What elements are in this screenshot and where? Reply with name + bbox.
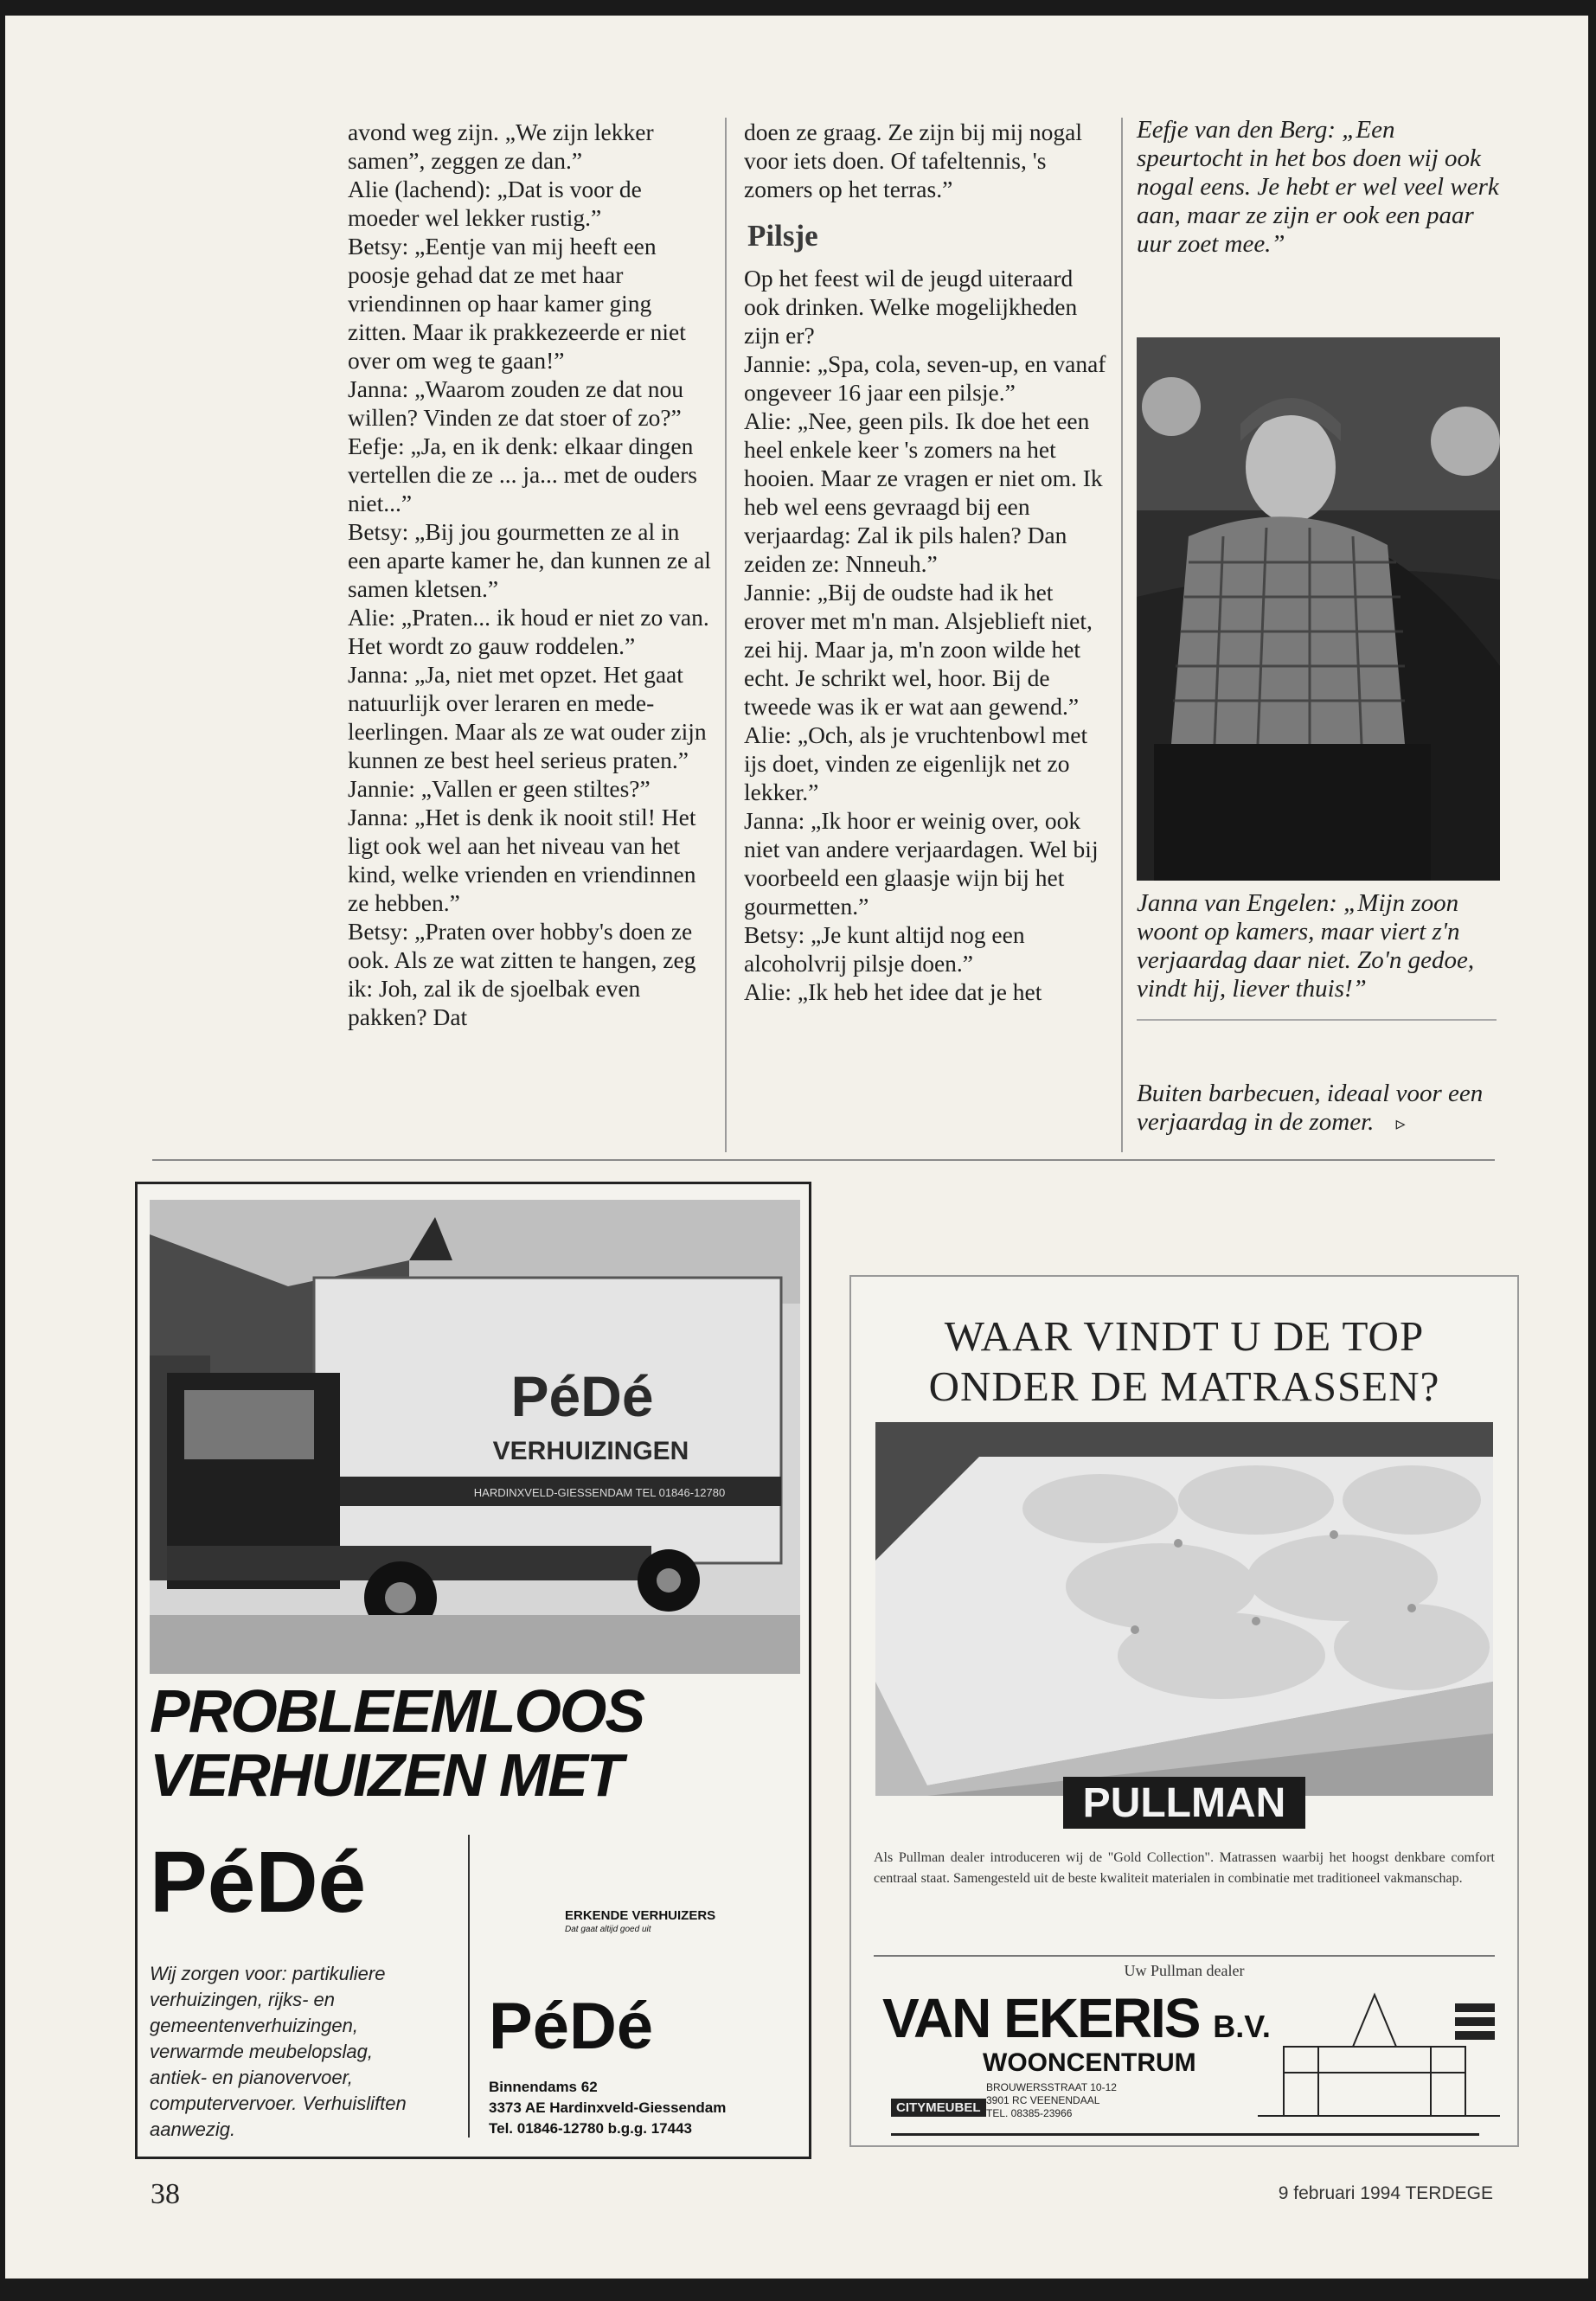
column2-paragraph: Betsy: „Je kunt altijd nog een alcoholvrij pilsje doen.” <box>744 921 1025 977</box>
column2-paragraph: Janna: „Ik hoor er weinig over, ook niet van andere verjaardagen. Wel bij voorbeeld een glaasje wijn bij het gourmetten.” <box>744 807 1099 920</box>
pede-divider <box>468 1835 470 2138</box>
pede-headline: PROBLEEMLOOS VERHUIZEN MET <box>150 1677 644 1809</box>
photo-janna <box>1137 337 1500 881</box>
moving-truck-image <box>150 1200 800 1674</box>
erkende-verhuizers-badge: ERKENDE VERHUIZERS Dat gaat altijd goed uit <box>565 1908 716 1934</box>
column2-body <box>744 264 1107 1006</box>
truck-stripe-text: HARDINXVELD-GIESSENDAM TEL 01846-12780 <box>473 1486 726 1499</box>
truck-sub-text: VERHUIZINGEN <box>492 1437 689 1465</box>
wooncentrum-label: WOONCENTRUM <box>983 2048 1196 2077</box>
portrait-photo <box>1137 337 1500 881</box>
truck-photo <box>150 1200 800 1674</box>
column2-intro: doen ze graag. Ze zijn bij mij nogal voor iets doen. Of tafeltennis, 's zomers op het terras.” <box>744 119 1082 202</box>
column1-paragraph: Betsy: „Praten over hobby's doen ze ook. Als ze wat zitten te hangen, zeg ik: Joh, zal ik de sjoelbak even pakken? Dat <box>348 918 696 1030</box>
pullman-body: Als Pullman dealer introduceren wij de "Gold Collection". Matrassen waarbij het hoogst denkbare comfort centraal staat. Samengesteld uit de beste kwaliteit materialen in combinatie met traditioneel vakmanschap. <box>874 1850 1495 1886</box>
pullman-advertisement <box>849 1275 1519 2147</box>
column1-paragraph: Jannie: „Vallen er geen stiltes?” <box>348 775 651 802</box>
dealer-address: BROUWERSSTRAAT 10-12 3901 RC VEENENDAAL TEL. 08385-23966 <box>986 2081 1117 2119</box>
column1-paragraph: Janna: „Ja, niet met opzet. Het gaat natuurlijk over leraren en mede-leerlingen. Maar als ze wat ouder zijn kunnen ze best heel serieus praten.” <box>348 661 707 773</box>
section-divider <box>152 1159 1495 1161</box>
mattress-image <box>875 1422 1493 1796</box>
pede-services: Wij zorgen voor: partikuliere verhuizingen, rijks- en gemeentenverhuizingen, verwarmde meubelopslag, antiek- en pianovervoer, computervervoer. Verhuisliften aanwezig. <box>150 1963 407 2140</box>
column1-paragraph: Alie (lachend): „Dat is voor de moeder wel lekker rustig.” <box>348 176 642 231</box>
pede-logo-large: PéDé <box>150 1834 367 1931</box>
magazine-page <box>5 16 1588 2279</box>
column2-paragraph: Op het feest wil de jeugd uiteraard ook drinken. Welke mogelijkheden zijn er? <box>744 265 1078 349</box>
column-divider <box>1121 118 1123 1152</box>
section-heading-pilsje: Pilsje <box>747 219 818 253</box>
pullman-headline: WAAR VINDT U DE TOP ONDER DE MATRASSEN? <box>928 1312 1440 1410</box>
caption-divider <box>1137 1019 1497 1021</box>
column1-paragraph: avond weg zijn. „We zijn lekker samen”, zeggen ze dan.” <box>348 119 654 174</box>
column2-paragraph: Alie: „Nee, geen pils. Ik doe het een heel enkele keer 's zomers na het hooien. Maar ze vragen er niet om. Ik heb wel eens gevraagd bij een verjaardag: Zal ik pils halen? Dan zeiden ze: Nnneuh.” <box>744 407 1103 577</box>
continue-arrow-icon: ▹ <box>1395 1112 1406 1134</box>
column1-paragraph: Eefje: „Ja, en ik denk: elkaar dingen vertellen die ze ... ja... met de ouders niet...” <box>348 433 697 516</box>
article-column-1 <box>348 118 711 1031</box>
column1-paragraph: Janna: „Het is denk ik nooit stil! Het ligt ook wel aan het niveau van het kind, welke vrienden en vriendinnen ze hebben.” <box>348 804 696 916</box>
dealer-label: Uw Pullman dealer <box>1124 1962 1245 1979</box>
store-building-icon <box>1258 1986 1500 2133</box>
caption-janna: Janna van Engelen: „Mijn zoon woont op kamers, maar viert z'n verjaardag daar niet. Zo'n gedoe, vindt hij, liever thuis!” <box>1137 889 1475 1003</box>
column1-paragraph: Alie: „Praten... ik houd er niet zo van. Het wordt zo gauw roddelen.” <box>348 604 709 659</box>
column1-paragraph: Betsy: „Bij jou gourmetten ze al in een aparte kamer he, dan kunnen ze al samen kletsen.” <box>348 518 711 602</box>
citymeubel-label: CITYMEUBEL <box>891 2099 986 2117</box>
pede-logo-small: PéDé <box>489 1990 654 2063</box>
caption-eefje: Eefje van den Berg: „Een speurtocht in het bos doen wij ook nogal eens. Je hebt er wel veel werk aan, maar ze zijn er ook een paar uur zoet mee.” <box>1137 116 1499 258</box>
page-number: 38 <box>151 2178 180 2210</box>
article-column-2 <box>744 118 1107 1006</box>
pede-advertisement <box>135 1182 811 2159</box>
pullman-divider <box>874 1955 1495 1957</box>
column2-paragraph: Jannie: „Spa, cola, seven-up, en vanaf ongeveer 16 jaar een pilsje.” <box>744 350 1106 406</box>
van-ekeris-logo: VAN EKERIS B.V. <box>882 1987 1271 2049</box>
column2-paragraph: Alie: „Ik heb het idee dat je het <box>744 978 1042 1005</box>
column1-paragraph: Janna: „Waarom zouden ze dat nou willen? Vinden ze dat stoer of zo?” <box>348 375 683 431</box>
issue-date: 9 februari 1994 TERDEGE <box>1278 2183 1493 2203</box>
column2-paragraph: Alie: „Och, als je vruchtenbowl met ijs doet, vinden ze eigenlijk net zo lekker.” <box>744 721 1088 805</box>
column2-paragraph: Jannie: „Bij de oudste had ik het erover met m'n man. Alsjeblieft niet, zei hij. Maar ja, m'n zoon wilde het echt. Je schrikt wel, hoor. Bij de tweede was ik er wat aan gewend.” <box>744 579 1093 720</box>
caption-barbecue: Buiten barbecuen, ideaal voor een verjaardag in de zomer. ▹ <box>1137 1080 1484 1136</box>
column-divider <box>725 118 727 1152</box>
pullman-brand-badge: PULLMAN <box>1063 1777 1305 1829</box>
mattress-photo <box>875 1422 1493 1796</box>
pede-address: Binnendams 62 3373 AE Hardinxveld-Giessendam Tel. 01846-12780 b.g.g. 17443 <box>489 2079 727 2137</box>
column1-paragraph: Betsy: „Eentje van mij heeft een poosje gehad dat ze met haar vriendinnen op haar kamer ging zitten. Maar ik prakkezeerde er niet over om weg te gaan!” <box>348 233 686 374</box>
truck-brand-text: PéDé <box>510 1364 654 1428</box>
pullman-bottom-line <box>891 2133 1479 2136</box>
